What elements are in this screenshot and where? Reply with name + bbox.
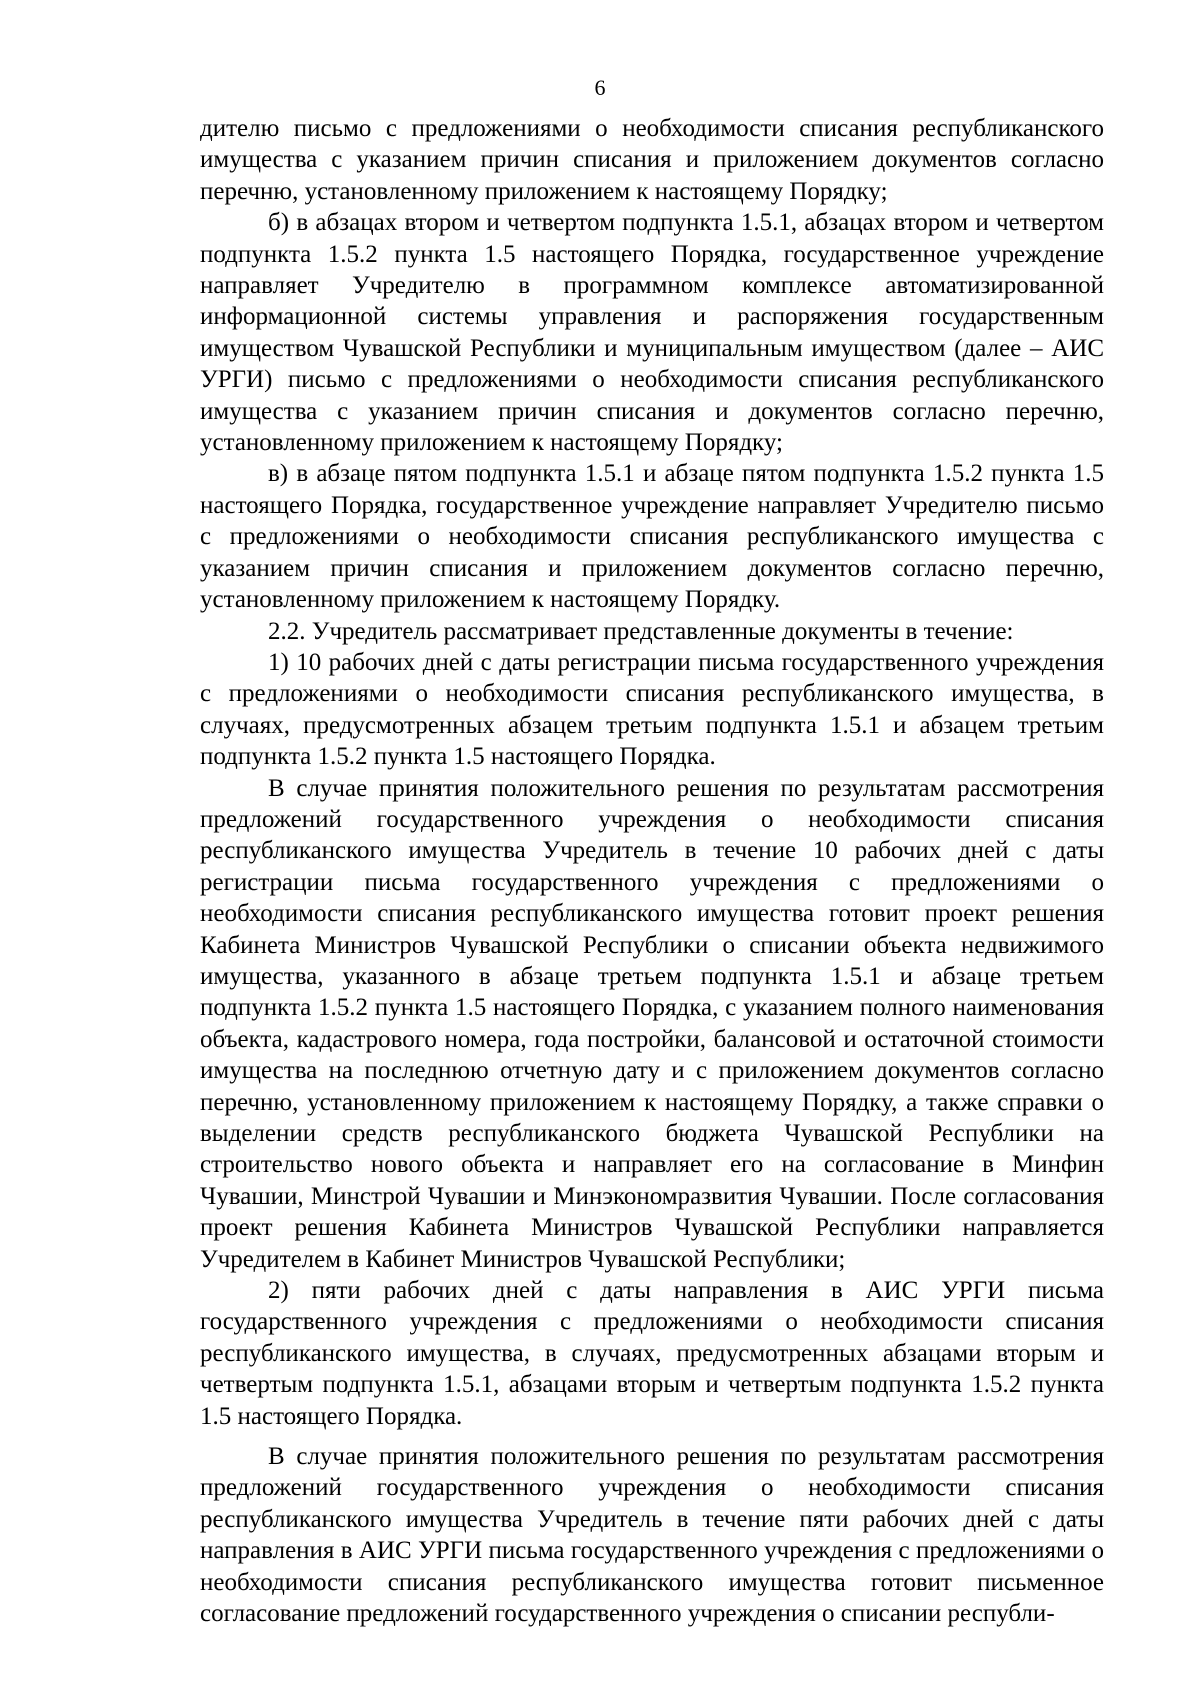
page-number: 6 [594,75,606,100]
paragraph-positive-decision-1: В случае принятия положительного решения по результатам рассмотрения предложений государственного учреждения о необходимости списания республиканского имущества Учредитель в течение 10 рабочих дней с даты регистрации письма государственного учреждения с предложениями о необходимости списания республиканского имущества готовит проект решения Кабинета Министров Чувашской Республики о списании объекта недвижимого имущества, указанного в абзаце третьем подпункта 1.5.1 и абзаце третьем подпункта 1.5.2 пункта 1.5 настоящего Порядка, с указанием полного наименования объекта, кадастрового номера, года постройки, балансовой и остаточной стоимости имущества на последнюю отчетную дату и с приложением документов согласно перечню, установленному приложением к настоящему Порядку, а также справки о выделении средств республиканского бюджета Чувашской Республики на строительство нового объекта и направляет его на согласование в Минфин Чувашии, Минстрой Чувашии и Минэкономразвития Чувашии. После согласования проект решения Кабинета Министров Чувашской Республики направляется Учредителем в Кабинет Министров Чувашской Республики; [200,774,1104,1273]
paragraph-item-b: б) в абзацах втором и четвертом подпункта 1.5.1, абзацах втором и четвертом подпункта 1.5.2 пункта 1.5 настоящего Порядка, государственное учреждение направляет Учредителю в программном комплексе автоматизированной информационной системы управления и распоряжения государственным имуществом Чувашской Республики и муниципальным имуществом (далее – АИС УРГИ) письмо с предложениями о необходимости списания республиканского имущества с указанием причин списания и документов согласно перечню, установленному приложением к настоящему Порядку; [200,209,1104,457]
paragraph-positive-decision-2: В случае принятия положительного решения по результатам рассмотрения предложений государственного учреждения о необходимости списания республиканского имущества Учредитель в течение пяти рабочих дней с даты направления в АИС УРГИ письма государственного учреждения с предложениями о необходимости списания республиканского имущества готовит письменное согласование предложений государственного учреждения о списании республи- [200,1443,1104,1628]
paragraph-item-1: 1) 10 рабочих дней с даты регистрации письма государственного учреждения с предложениями о необходимости списания республиканского имущества, в случаях, предусмотренных абзацем третьим подпункта 1.5.1 и абзацем третьим подпункта 1.5.2 пункта 1.5 настоящего Порядка. [200,648,1104,771]
paragraph-continuation: дителю письмо с предложениями о необходимости списания республиканского имущества с указанием причин списания и приложением документов согласно перечню, установленному приложением к настоящему Порядку; [200,115,1104,205]
paragraph-item-v: в) в абзаце пятом подпункта 1.5.1 и абзаце пятом подпункта 1.5.2 пункта 1.5 настоящего Порядка, государственное учреждение направляет Учредителю письмо с предложениями о необходимости списания республиканского имущества с указанием причин списания и приложением документов согласно перечню, установленному приложением к настоящему Порядку. [200,460,1104,614]
document-body [200,113,1104,1630]
paragraph-clause-2-2: 2.2. Учредитель рассматривает представленные документы в течение: [268,617,1014,645]
paragraph-item-2: 2) пяти рабочих дней с даты направления в АИС УРГИ письма государственного учреждения с предложениями о необходимости списания республиканского имущества, в случаях, предусмотренных абзацами вторым и четвертым подпункта 1.5.1, абзацами вторым и четвертым подпункта 1.5.2 пункта 1.5 настоящего Порядка. [200,1277,1104,1430]
